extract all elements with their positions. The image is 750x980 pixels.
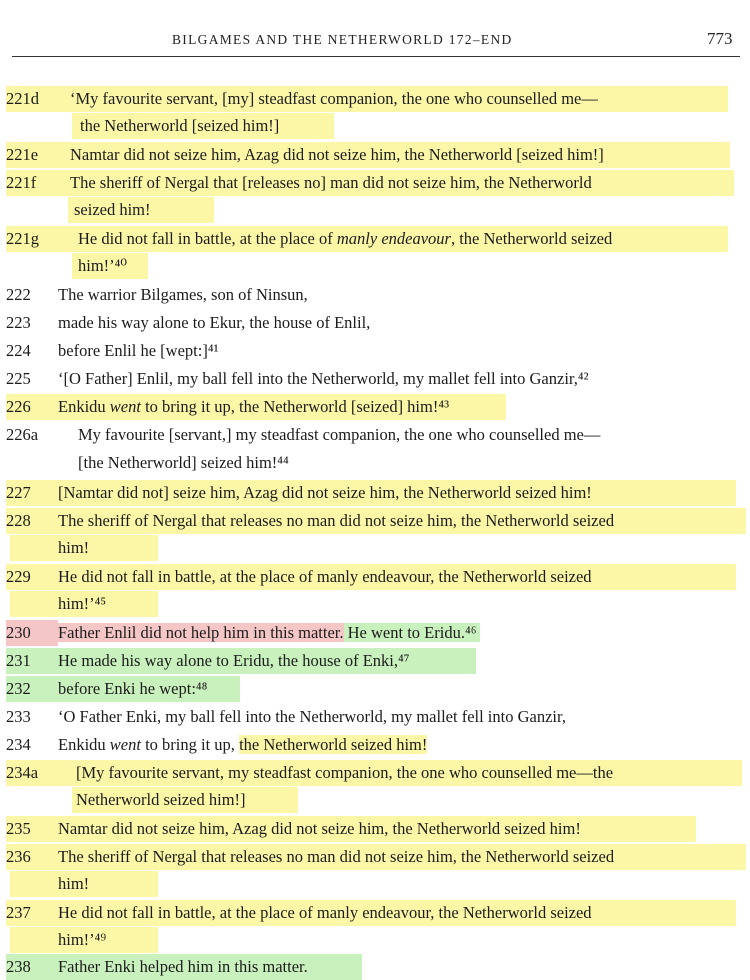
- page-number: 773: [707, 29, 733, 48]
- verse-continuation: [72, 253, 148, 279]
- line-number: 228: [6, 511, 31, 530]
- line-number: 226a: [6, 425, 39, 444]
- line-text: Namtar did not seize him, Azag did not seize him, the Netherworld seized him!: [58, 819, 581, 838]
- verse-line: [6, 338, 219, 364]
- line-text-italic: went: [109, 397, 141, 416]
- line-number: 233: [6, 707, 31, 726]
- line-text: He did not fall in battle, at the place of: [78, 229, 333, 248]
- line-text-italic: manly endeavour: [336, 229, 451, 248]
- line-text: to bring it up,: [140, 735, 240, 754]
- verse-continuation: [72, 113, 334, 139]
- line-text: him!: [58, 538, 90, 557]
- line-number: 224: [6, 341, 31, 360]
- line-number: 225: [6, 369, 31, 388]
- line-text: before Enlil he [wept:]⁴¹: [58, 341, 219, 360]
- verse-line: [6, 282, 308, 308]
- line-text: The warrior Bilgames, son of Ninsun,: [58, 285, 308, 304]
- line-text: him!’⁴⁹: [58, 930, 107, 949]
- line-text: He did not fall in battle, at the place of manly endeavour, the Netherworld seized: [58, 567, 592, 586]
- verse-continuation: [10, 871, 158, 897]
- line-number: 234: [6, 735, 31, 754]
- line-number: 231: [6, 651, 31, 670]
- line-number: 221e: [6, 145, 39, 164]
- verse-line: [6, 508, 746, 534]
- verse-line: [6, 422, 600, 448]
- verse-line: [6, 142, 730, 168]
- line-text: [My favourite servant, my steadfast companion, the one who counselled me—the: [76, 763, 614, 782]
- line-text: Enkidu: [58, 397, 110, 416]
- verse-line: [6, 226, 728, 252]
- line-text: ‘O Father Enki, my ball fell into the Netherworld, my mallet fell into Ganzir,: [58, 707, 566, 726]
- line-number: 222: [6, 285, 31, 304]
- verse-continuation: [72, 787, 298, 813]
- line-number: 234a: [6, 763, 39, 782]
- line-text: to bring it up, the Netherworld [seized] him!⁴³: [140, 397, 450, 416]
- line-number: 237: [6, 903, 31, 922]
- line-number: 238: [6, 957, 31, 976]
- line-text: Namtar did not seize him, Azag did not seize him, the Netherworld [seized him!]: [70, 145, 604, 164]
- line-number: 221d: [6, 89, 39, 108]
- verse-line: [6, 816, 696, 842]
- verse-line: [6, 704, 566, 730]
- line-text-green-highlight: He went to Eridu.⁴⁶: [344, 623, 481, 642]
- verse-line: [6, 564, 736, 590]
- line-number: 232: [6, 679, 31, 698]
- verse-line: [6, 676, 240, 702]
- line-text: The sheriff of Nergal that releases no man did not seize him, the Netherworld seized: [58, 511, 615, 530]
- line-text-italic: went: [109, 735, 141, 754]
- line-number: 227: [6, 483, 31, 502]
- line-number: 223: [6, 313, 31, 332]
- line-text: ‘My favourite servant, [my] steadfast companion, the one who counselled me—: [70, 89, 598, 108]
- verse-line: [6, 170, 734, 196]
- line-text: him!’⁴⁵: [58, 594, 107, 613]
- line-number: 230: [6, 620, 58, 646]
- verse-line: [6, 844, 746, 870]
- line-text: him!’⁴⁰: [78, 256, 128, 275]
- verse-line: [6, 480, 736, 506]
- line-text: [the Netherworld] seized him!⁴⁴: [78, 453, 289, 472]
- line-text: seized him!: [74, 200, 151, 219]
- line-number: 221f: [6, 173, 37, 192]
- verse-continuation: [10, 535, 158, 561]
- line-text: , the Netherworld seized: [450, 229, 613, 248]
- verse-line: [6, 620, 480, 646]
- verse-continuation: [10, 927, 158, 953]
- verse-line: [6, 900, 736, 926]
- verse-line: [6, 86, 728, 112]
- verse-line: [6, 310, 370, 336]
- verse-line: [6, 760, 742, 786]
- line-text: The sheriff of Nergal that releases no man did not seize him, the Netherworld seized: [58, 847, 615, 866]
- verse-line: [6, 954, 362, 980]
- line-text: made his way alone to Ekur, the house of Enlil,: [58, 313, 371, 332]
- line-text: My favourite [servant,] my steadfast companion, the one who counselled me—: [78, 425, 601, 444]
- line-text-yellow-highlight: the Netherworld seized him!: [239, 735, 428, 754]
- line-text: ‘[O Father] Enlil, my ball fell into the Netherworld, my mallet fell into Ganzir,⁴²: [58, 369, 589, 388]
- verse-line: [6, 732, 427, 758]
- line-number: 226: [6, 397, 31, 416]
- line-text: Enkidu: [58, 735, 110, 754]
- line-text: Netherworld seized him!]: [76, 790, 246, 809]
- verse-line: [6, 648, 476, 674]
- line-text: Father Enki helped him in this matter.: [58, 957, 308, 976]
- line-text: He made his way alone to Eridu, the house of Enki,⁴⁷: [58, 651, 410, 670]
- line-text: He did not fall in battle, at the place of manly endeavour, the Netherworld seized: [58, 903, 592, 922]
- line-text: the Netherworld [seized him!]: [80, 116, 280, 135]
- line-number: 235: [6, 819, 31, 838]
- verse-continuation: [68, 197, 214, 223]
- running-title: BILGAMES AND THE NETHERWORLD 172–END: [172, 32, 513, 47]
- verse-continuation: [10, 591, 158, 617]
- line-text-red-highlight: Father Enlil did not help him in this matter.: [58, 623, 344, 642]
- verse-continuation: [78, 450, 289, 476]
- line-number: 221g: [6, 229, 39, 248]
- line-text: [Namtar did not] seize him, Azag did not seize him, the Netherworld seized him!: [58, 483, 592, 502]
- verse-line: [6, 394, 506, 420]
- verse-line: [6, 366, 589, 392]
- line-number: 236: [6, 847, 31, 866]
- line-text: before Enki he wept:⁴⁸: [58, 679, 208, 698]
- line-number: 229: [6, 567, 31, 586]
- line-text: him!: [58, 874, 90, 893]
- line-text: The sheriff of Nergal that [releases no] man did not seize him, the Netherworld: [70, 173, 592, 192]
